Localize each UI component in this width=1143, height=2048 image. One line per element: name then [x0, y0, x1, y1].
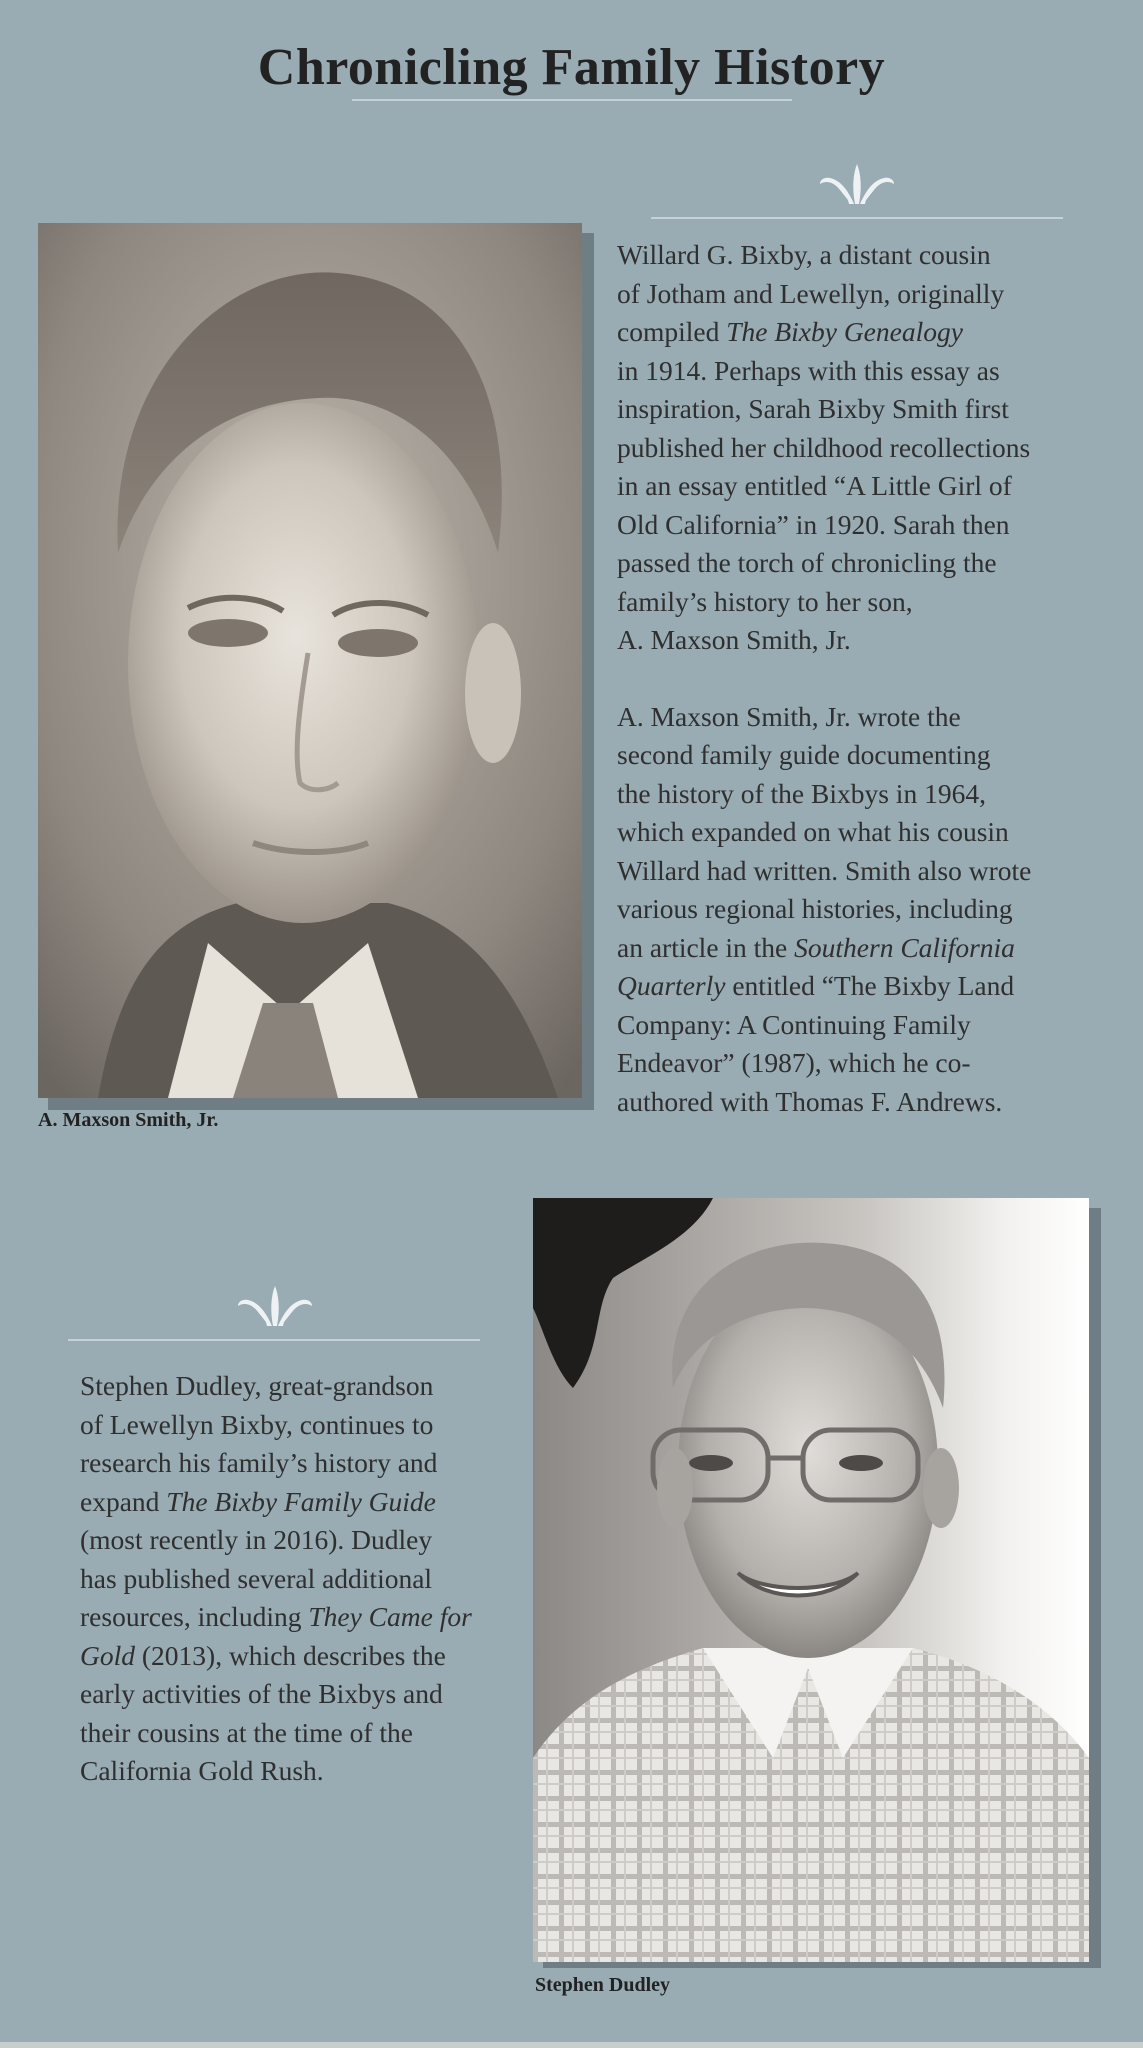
text-run: of Jotham and Lewellyn, originally [617, 277, 1005, 309]
italic-title: The Bixby Family Guide [166, 1485, 436, 1517]
text-run: their cousins at the time of the [80, 1716, 413, 1748]
text-line [617, 544, 1137, 583]
text-line [80, 1483, 510, 1522]
text-line [617, 1083, 1137, 1122]
section1-divider [651, 217, 1063, 219]
text-line [80, 1598, 510, 1637]
section2-paragraph [80, 1367, 510, 1791]
bottom-border [0, 2042, 1143, 2048]
text-run: the history of the Bixbys in 1964, [617, 777, 986, 809]
text-run: authored with Thomas F. Andrews. [617, 1085, 1003, 1117]
text-line [80, 1367, 510, 1406]
text-line [617, 736, 1137, 775]
text-line [80, 1675, 510, 1714]
text-run: early activities of the Bixbys and [80, 1678, 443, 1709]
text-run: A. Maxson Smith, Jr. wrote the [617, 700, 961, 732]
photo-caption-maxson-smith: A. Maxson Smith, Jr. [38, 1109, 219, 1131]
text-run: Stephen Dudley, great-grandson [80, 1370, 434, 1401]
italic-title: Quarterly [617, 970, 726, 1001]
italic-title: They Came for [308, 1601, 472, 1632]
text-line [617, 890, 1137, 929]
text-line [617, 621, 1137, 660]
text-line [80, 1637, 510, 1676]
text-run: Old California” in 1920. Sarah then [617, 508, 1010, 540]
text-line [617, 698, 1137, 737]
text-line [80, 1406, 510, 1445]
text-line [617, 390, 1137, 429]
text-run: of Lewellyn Bixby, continues to [80, 1408, 434, 1440]
text-line [617, 775, 1137, 814]
text-run: California Gold Rush. [80, 1755, 324, 1786]
text-line [617, 1044, 1137, 1083]
text-line [617, 583, 1137, 622]
page-title: Chronicling Family History [257, 39, 886, 96]
maxson-smith-photo [38, 223, 594, 1110]
text-run: inspiration, Sarah Bixby Smith first [617, 393, 1009, 424]
photo-caption-stephen-dudley: Stephen Dudley [535, 1974, 671, 1996]
title-underline [352, 99, 792, 101]
text-run: resources, including [80, 1601, 309, 1632]
text-run: Company: A Continuing Family [617, 1008, 971, 1040]
text-run: (most recently in 2016). Dudley [80, 1524, 433, 1555]
text-line [80, 1444, 510, 1483]
text-run: passed the torch of chronicling the [617, 547, 997, 578]
section1-text [617, 236, 1137, 1121]
text-line [617, 275, 1137, 314]
italic-title: Southern California [794, 931, 1015, 963]
lily-flourish-icon [818, 160, 896, 210]
text-line [617, 313, 1137, 352]
text-line [80, 1714, 510, 1753]
text-run: compiled [617, 316, 727, 347]
text-run: entitled “The Bixby Land [725, 970, 1015, 1001]
text-line [80, 1560, 510, 1599]
text-run: an article in the [617, 931, 795, 963]
text-line [80, 1752, 510, 1791]
text-run: in 1914. Perhaps with this essay as [617, 354, 1000, 386]
text-line [617, 236, 1137, 275]
text-line [617, 352, 1137, 391]
italic-title: Gold [80, 1639, 135, 1671]
text-line [617, 429, 1137, 468]
section2-divider [68, 1339, 480, 1341]
text-run: A. Maxson Smith, Jr. [617, 624, 851, 655]
text-run: Willard had written. Smith also wrote [617, 854, 1032, 886]
text-run: Willard G. Bixby, a distant cousin [617, 239, 991, 270]
text-run: (2013), which describes the [135, 1639, 446, 1671]
text-line [617, 967, 1137, 1006]
text-run: which expanded on what his cousin [617, 816, 1009, 847]
text-run: various regional histories, including [617, 893, 1013, 924]
text-run: has published several additional [80, 1562, 433, 1594]
text-line [80, 1521, 510, 1560]
text-line [617, 929, 1137, 968]
text-line [617, 506, 1137, 545]
text-line [617, 813, 1137, 852]
text-run: Endeavor” (1987), which he co- [617, 1047, 971, 1078]
text-line [617, 1006, 1137, 1045]
text-run: in an essay entitled “A Little Girl of [617, 470, 1012, 501]
text-run: research his family’s history and [80, 1447, 438, 1478]
text-run: published her childhood recollections [617, 431, 1031, 463]
text-run: family’s history to her son, [617, 585, 913, 617]
italic-title: The Bixby Genealogy [726, 316, 963, 347]
section1-paragraph1 [617, 236, 1137, 660]
lily-flourish-icon [236, 1282, 314, 1332]
section2-text [80, 1367, 510, 1791]
section1-paragraph2 [617, 698, 1137, 1122]
stephen-dudley-photo [533, 1198, 1101, 1968]
text-run: second family guide documenting [617, 739, 991, 770]
text-run: expand [80, 1485, 167, 1517]
text-line [617, 467, 1137, 506]
text-line [617, 852, 1137, 891]
